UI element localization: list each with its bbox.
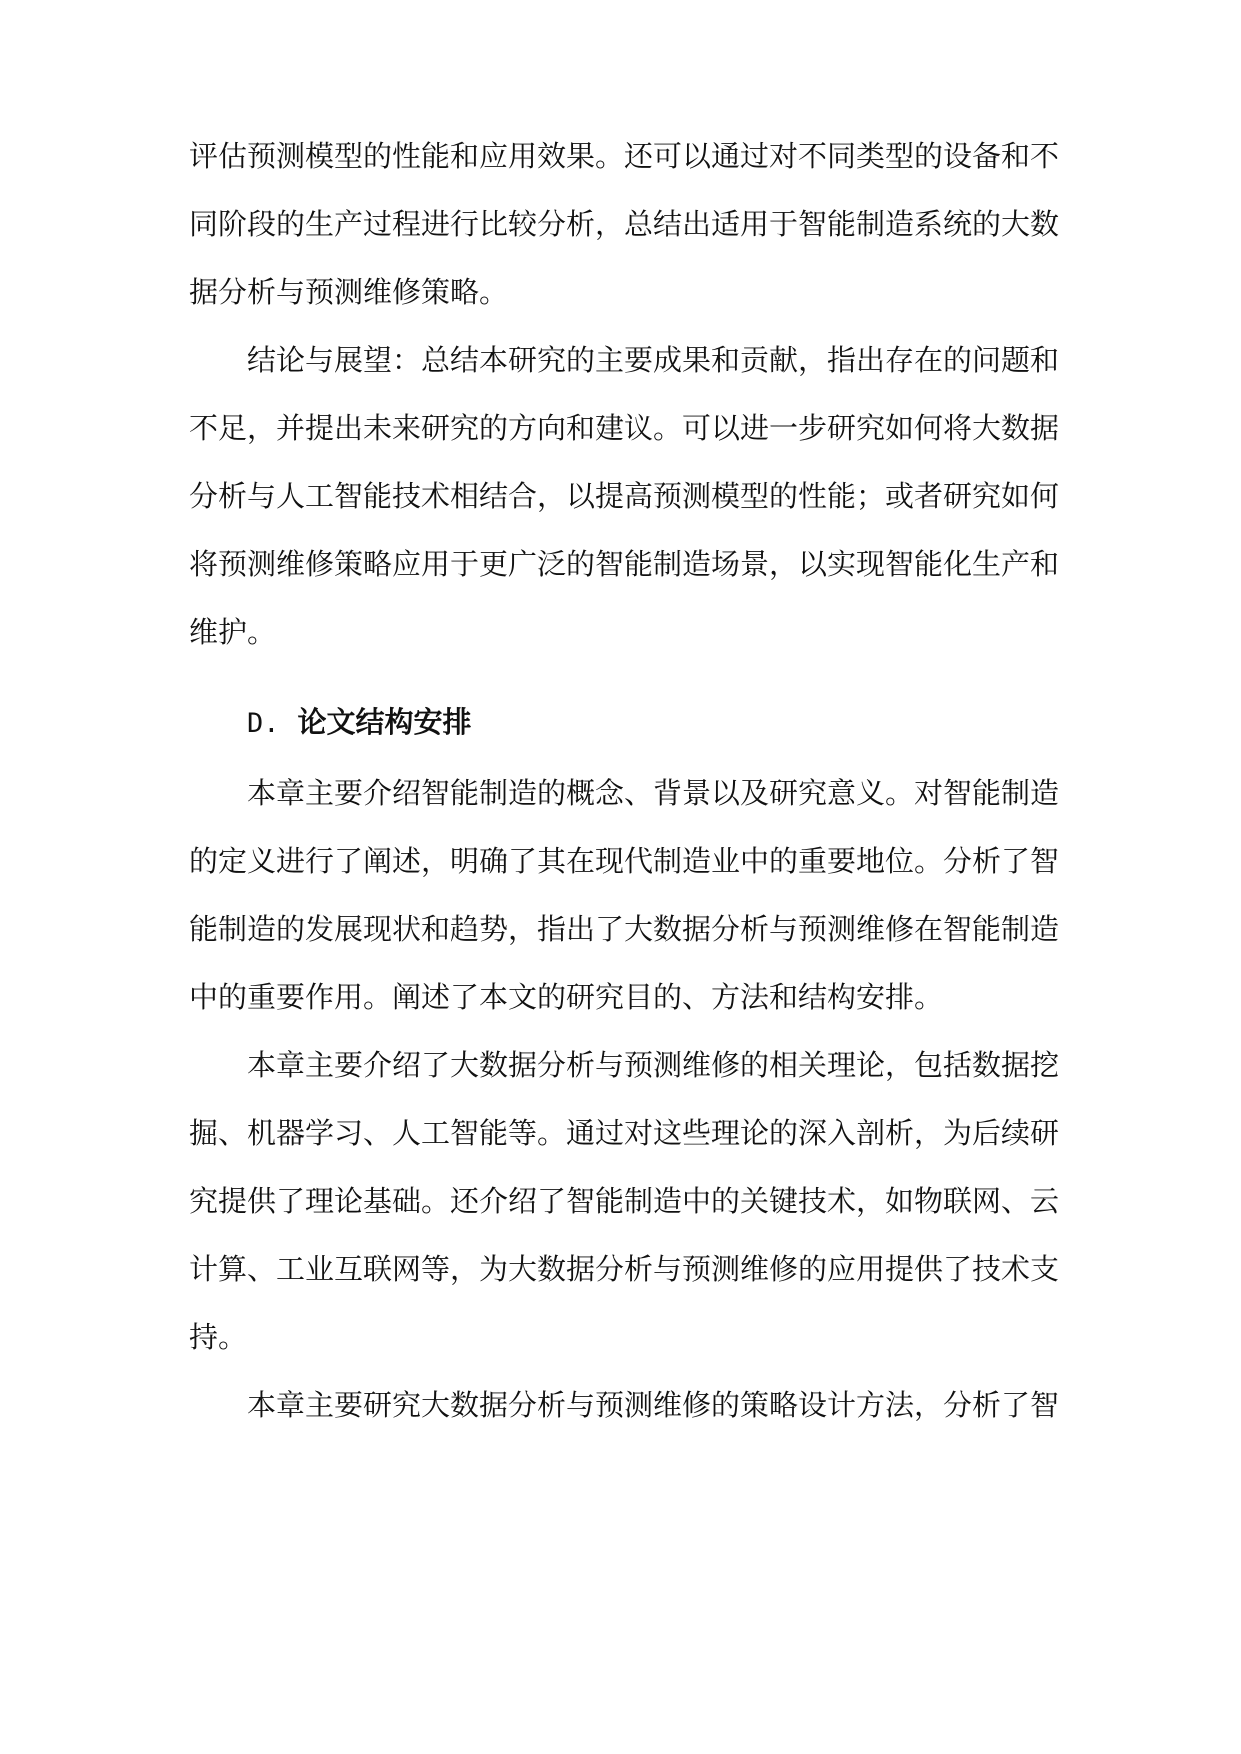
paragraph-line: 维护。 [189, 615, 277, 649]
paragraph-line: 掘、机器学习、人工智能等。通过对这些理论的深入剖析，为后续研 [189, 1116, 1059, 1150]
paragraph-line: 的定义进行了阐述，明确了其在现代制造业中的重要地位。分析了智 [189, 844, 1059, 878]
paragraph-line: 本章主要研究大数据分析与预测维修的策略设计方法，分析了智 [247, 1388, 1059, 1422]
section-heading [247, 702, 472, 742]
paragraph-line: 能制造的发展现状和趋势，指出了大数据分析与预测维修在智能制造 [189, 912, 1059, 946]
paragraph-line: 不足，并提出未来研究的方向和建议。可以进一步研究如何将大数据 [189, 411, 1059, 445]
paragraph-line: 本章主要介绍智能制造的概念、背景以及研究意义。对智能制造 [247, 776, 1059, 810]
paragraph-line: 将预测维修策略应用于更广泛的智能制造场景，以实现智能化生产和 [189, 547, 1059, 581]
paragraph-line: 据分析与预测维修策略。 [189, 275, 509, 309]
paragraph-line: 同阶段的生产过程进行比较分析，总结出适用于智能制造系统的大数 [189, 207, 1059, 241]
section-number: D. [247, 708, 280, 739]
paragraph-line: 计算、工业互联网等，为大数据分析与预测维修的应用提供了技术支 [189, 1252, 1059, 1286]
paragraph-line: 究提供了理论基础。还介绍了智能制造中的关键技术，如物联网、云 [189, 1184, 1059, 1218]
paragraph-line: 本章主要介绍了大数据分析与预测维修的相关理论，包括数据挖 [247, 1048, 1059, 1082]
paragraph-line: 中的重要作用。阐述了本文的研究目的、方法和结构安排。 [189, 980, 944, 1014]
paragraph-line: 持。 [189, 1320, 248, 1354]
paragraph-line: 评估预测模型的性能和应用效果。还可以通过对不同类型的设备和不 [189, 139, 1059, 173]
section-title: 论文结构安排 [297, 705, 472, 739]
paragraph-line: 分析与人工智能技术相结合，以提高预测模型的性能；或者研究如何 [189, 479, 1059, 513]
paragraph-line: 结论与展望：总结本研究的主要成果和贡献，指出存在的问题和 [247, 343, 1059, 377]
